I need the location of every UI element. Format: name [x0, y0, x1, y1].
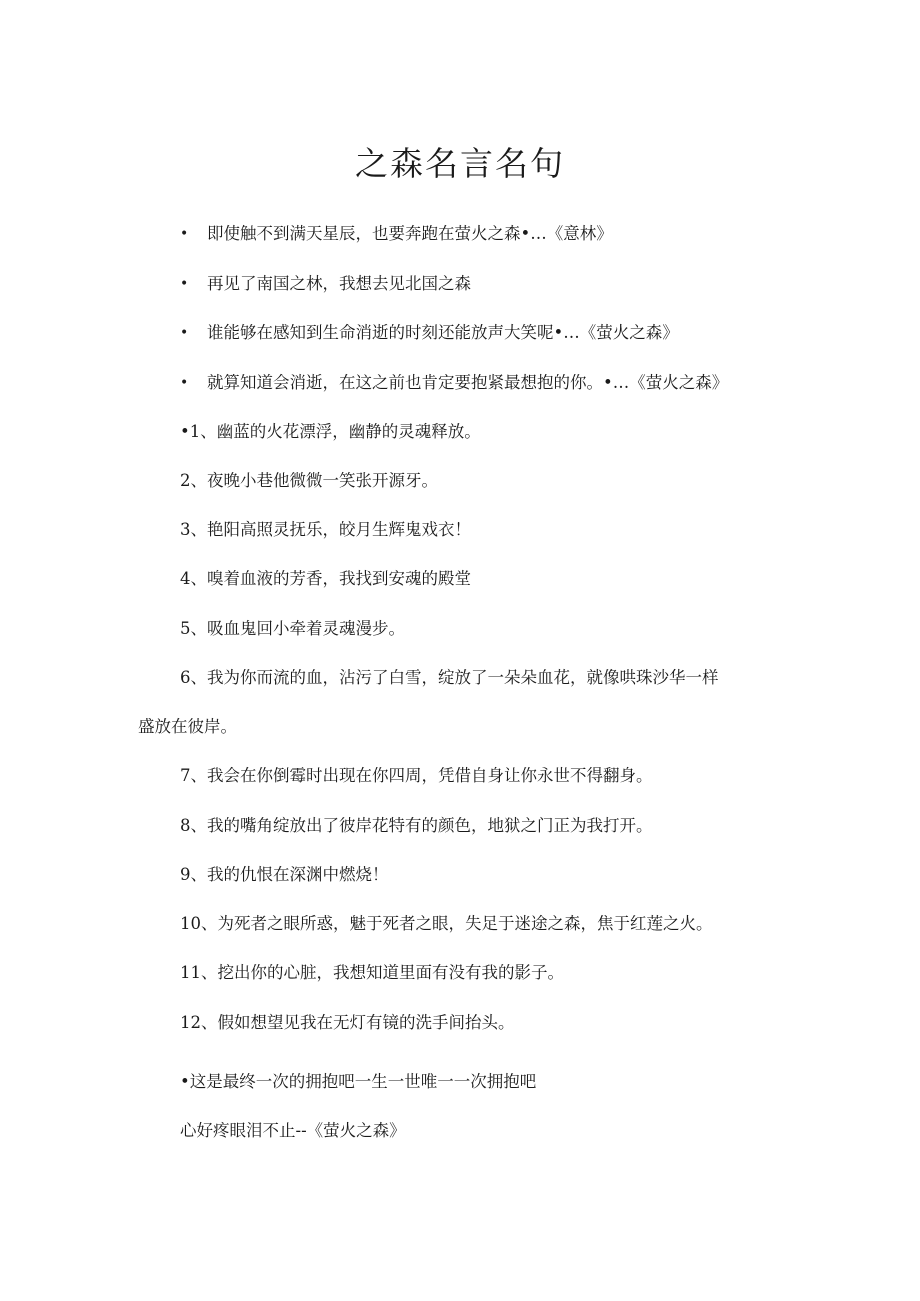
- numbered-quote: 10、为死者之眼所惑，魅于死者之眼，失足于迷途之森，焦于红莲之火。: [180, 914, 713, 933]
- numbered-quote: 5、吸血鬼回小牵着灵魂漫步。: [180, 619, 405, 638]
- closing-quote-source: 心好疼眼泪不止--《萤火之森》: [180, 1121, 406, 1140]
- bullet-marker: •: [180, 325, 189, 341]
- bullet-marker: •: [180, 226, 189, 242]
- numbered-quote: 9、我的仇恨在深渊中燃烧！: [180, 865, 389, 884]
- numbered-quote: 4、嗅着血液的芳香，我找到安魂的殿堂: [180, 569, 471, 588]
- closing-quote: •这是最终一次的拥抱吧一生一世唯一一次拥抱吧: [180, 1072, 537, 1091]
- numbered-quote: 8、我的嘴角绽放出了彼岸花特有的颜色，地狱之门正为我打开。: [180, 816, 653, 835]
- numbered-quote: 11、挖出你的心脏，我想知道里面有没有我的影子。: [180, 963, 564, 982]
- bullet-marker: •: [180, 276, 189, 292]
- numbered-quote: 2、夜晚小巷他微微一笑张开源牙。: [180, 471, 438, 490]
- numbered-quote: 3、艳阳高照灵抚乐，皎月生辉鬼戏衣！: [180, 520, 471, 539]
- bullet-quote: 即使触不到满天星辰，也要奔跑在萤火之森•…《意林》: [207, 224, 613, 243]
- numbered-quote: 6、我为你而流的血，沾污了白雪，绽放了一朵朵血花，就像哄珠沙华一样: [180, 668, 719, 687]
- bullet-marker: •: [180, 375, 189, 391]
- numbered-quote-continuation: 盛放在彼岸。: [138, 717, 237, 736]
- bullet-quote: 再见了南国之林，我想去见北国之森: [207, 274, 471, 293]
- bullet-quote: 就算知道会消逝，在这之前也肯定要抱紧最想抱的你。•…《萤火之森》: [207, 373, 729, 392]
- page-title: 之森名言名句: [355, 144, 565, 183]
- bullet-quote: 谁能够在感知到生命消逝的时刻还能放声大笑呢•…《萤火之森》: [207, 323, 679, 342]
- numbered-quote: 12、假如想望见我在无灯有镜的洗手间抬头。: [180, 1013, 515, 1032]
- numbered-quote: •1、幽蓝的火花漂浮，幽静的灵魂释放。: [180, 422, 481, 441]
- numbered-quote: 7、我会在你倒霉时出现在你四周，凭借自身让你永世不得翻身。: [180, 766, 653, 785]
